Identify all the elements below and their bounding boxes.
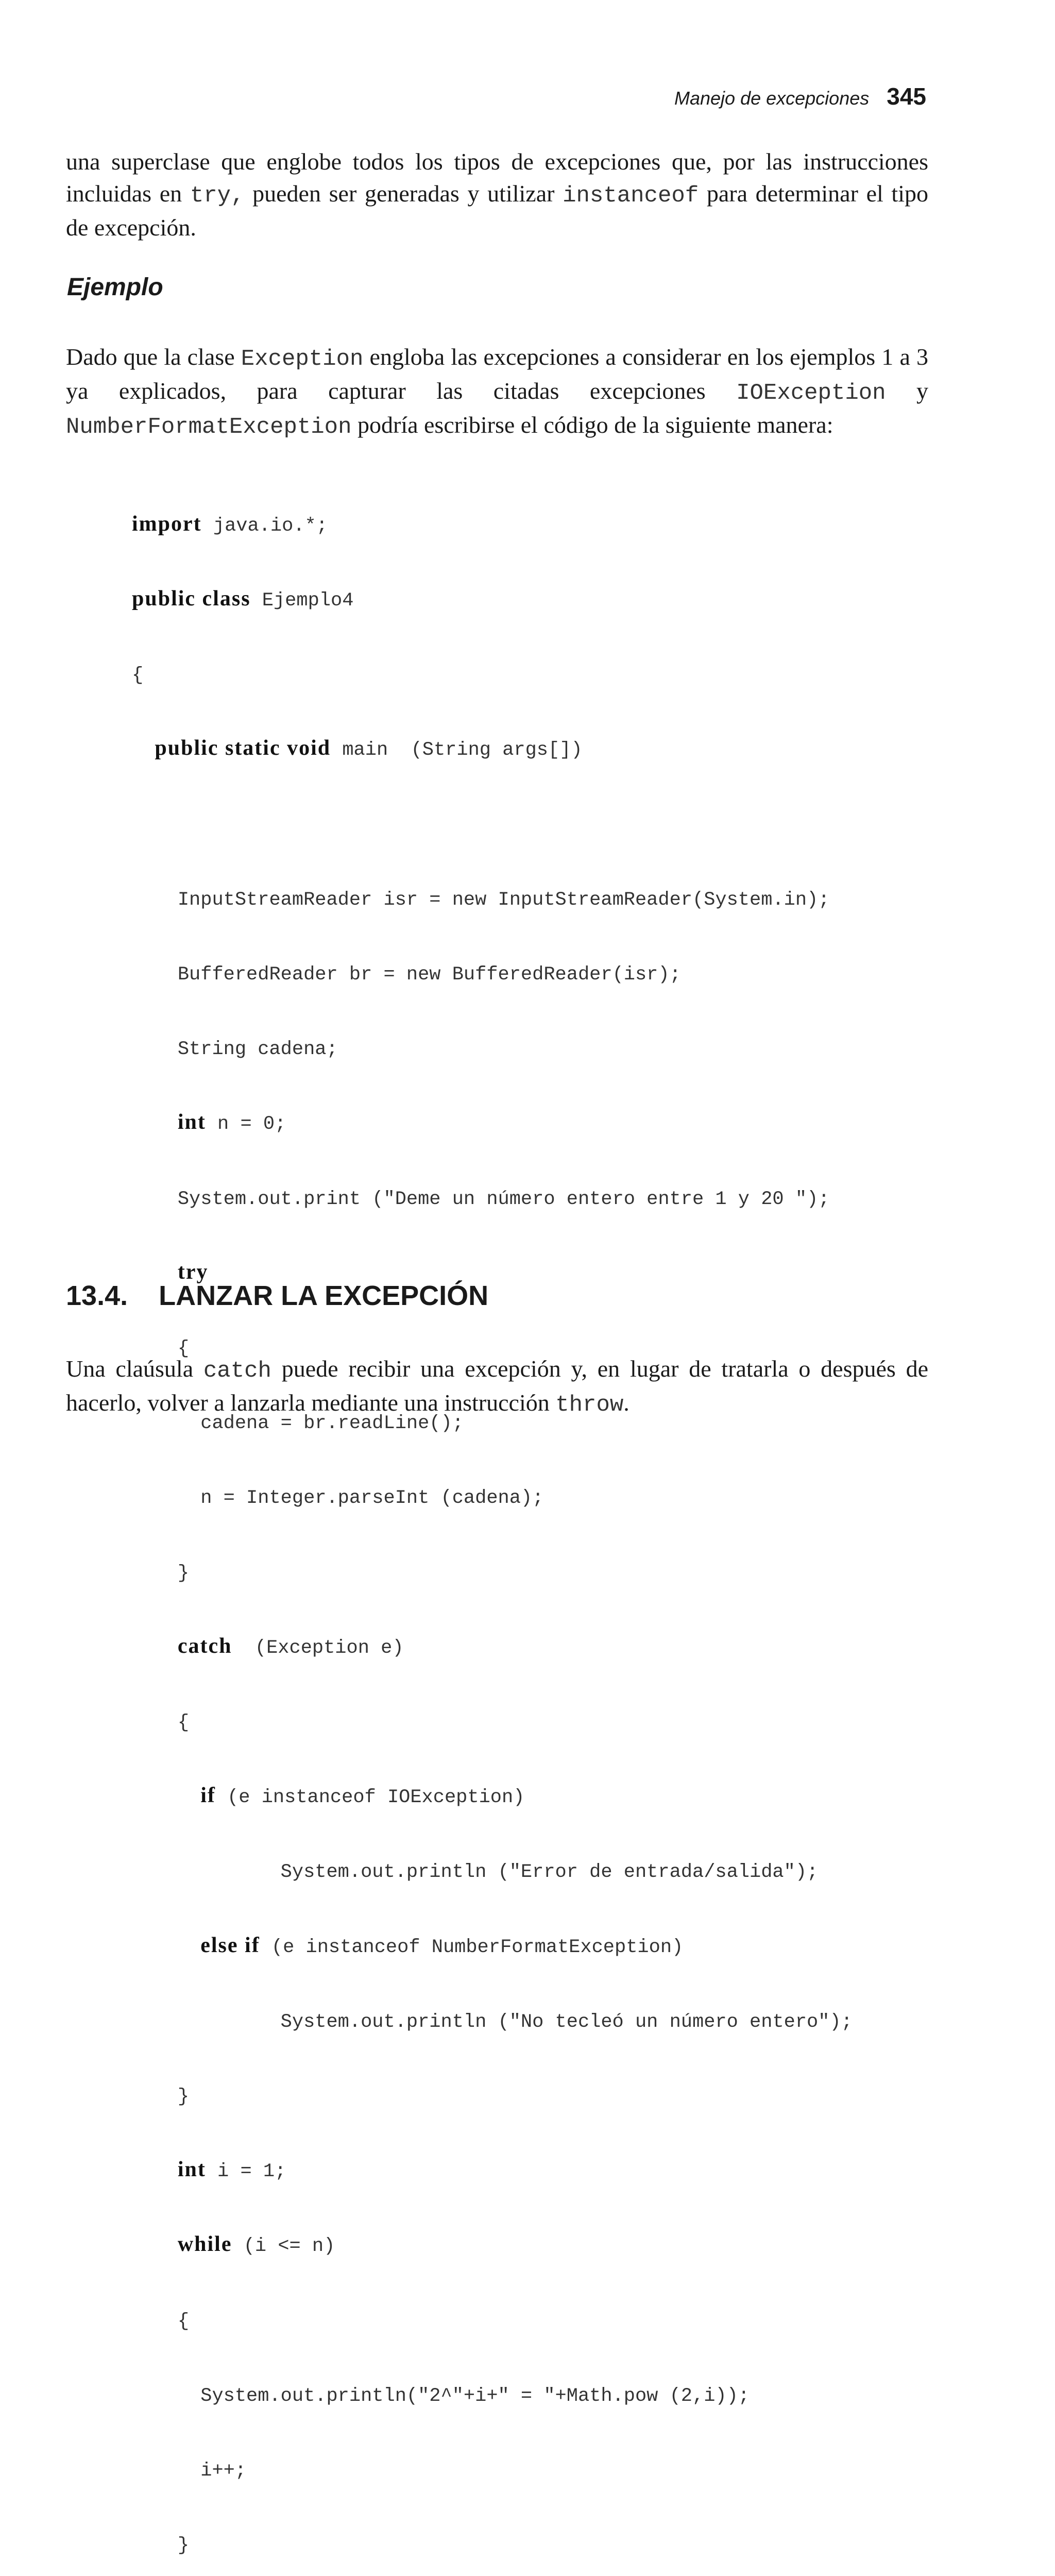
code-line <box>132 2531 853 2556</box>
code-line <box>132 2008 853 2032</box>
code-line <box>132 1484 853 1509</box>
code-line <box>132 1035 853 1060</box>
code-keyword: while <box>177 2232 232 2257</box>
code-indent <box>132 1861 281 1883</box>
code-line <box>132 2082 853 2107</box>
text-segment: pueden ser generadas y utilizar <box>244 180 563 207</box>
code-text: (e instanceof NumberFormatException) <box>260 1936 684 1958</box>
code-keyword: int <box>177 2158 206 2182</box>
code-text: (e instanceof IOException) <box>215 1787 525 1809</box>
code-keyword: else if <box>200 1933 260 1957</box>
code-text: (Exception e) <box>232 1637 404 1659</box>
code-indent <box>132 2460 200 2482</box>
code-keyword: int <box>177 1110 206 1134</box>
code-text: } <box>177 2535 190 2557</box>
code-keyword: public class <box>132 587 251 611</box>
inline-code: Exception <box>241 346 364 372</box>
code-keyword: import <box>132 512 202 536</box>
text-segment: para determinar el tipo de excepción. <box>66 180 928 241</box>
section-title: LANZAR LA EXCEPCIÓN <box>159 1280 489 1311</box>
code-indent <box>132 739 155 761</box>
code-text: n = 0; <box>206 1113 286 1136</box>
code-line <box>132 2456 853 2481</box>
code-text: InputStreamReader isr = new InputStreamReader(System.in); <box>177 889 830 911</box>
code-keyword: catch <box>177 1634 232 1658</box>
code-indent <box>132 964 178 986</box>
inline-code: NumberFormatException <box>66 414 352 440</box>
code-indent <box>132 1487 200 1509</box>
code-text: } <box>177 1562 190 1584</box>
code-line <box>132 2157 853 2182</box>
inline-code: throw <box>555 1392 624 1418</box>
ejemplo-heading: Ejemplo <box>67 274 163 301</box>
text-segment: puede recibir una excepción y, en lugar de tratarla o después de hacerlo, volver a lanzarla mediante una instrucción <box>66 1355 928 1416</box>
code-text: main (String args[]) <box>331 739 583 761</box>
code-line <box>132 886 853 910</box>
code-line <box>132 811 853 836</box>
code-line <box>132 736 853 760</box>
page-number: 345 <box>887 83 926 110</box>
code-indent <box>132 2235 178 2257</box>
code-indent <box>132 1712 178 1734</box>
code-indent <box>132 889 178 911</box>
section-heading <box>66 1280 488 1312</box>
code-text: java.io.*; <box>201 515 328 537</box>
code-line <box>132 1858 853 1883</box>
code-text: cadena = br.readLine(); <box>200 1413 464 1435</box>
code-text: System.out.println("2^"+i+" = "+Math.pow (2,i)); <box>200 2385 750 2407</box>
code-indent <box>132 1039 178 1060</box>
text-segment: Una claúsula <box>66 1355 203 1382</box>
section-number: 13.4. <box>66 1280 128 1311</box>
text-segment: . <box>623 1389 629 1416</box>
code-indent <box>132 1563 178 1584</box>
code-line <box>132 1634 853 1658</box>
code-line <box>132 1110 853 1134</box>
code-text: (i <= n) <box>232 2235 335 2258</box>
code-line <box>132 1185 853 1210</box>
code-line <box>132 1559 853 1584</box>
inline-code: instanceof <box>563 183 699 209</box>
code-text: System.out.println ("Error de entrada/salida"); <box>280 1861 819 1884</box>
code-text: Ejemplo4 <box>250 590 354 612</box>
text-segment: una superclase que englobe todos los tipos de excepciones que, por las instrucciones incluidas en <box>66 148 928 207</box>
code-indent <box>132 1637 178 1659</box>
code-line <box>132 512 853 536</box>
code-indent <box>132 2385 200 2407</box>
code-text: } <box>177 2086 190 2108</box>
code-listing <box>132 462 853 2576</box>
code-keyword: public static void <box>155 736 331 760</box>
code-line <box>132 2382 853 2406</box>
code-text: i++; <box>200 2460 247 2482</box>
code-text: { <box>177 1338 190 1360</box>
code-indent <box>132 1113 178 1135</box>
code-line <box>132 1783 853 1808</box>
code-line <box>132 586 853 611</box>
text-segment: Dado que la clase <box>66 344 241 370</box>
code-line <box>132 2232 853 2257</box>
code-text: i = 1; <box>206 2161 286 2183</box>
running-title: Manejo de excepciones <box>674 88 870 109</box>
page-header <box>674 82 926 110</box>
code-text: System.out.println ("No tecleó un número entero"); <box>280 2011 853 2033</box>
inline-code: try, <box>190 183 245 209</box>
code-text: { <box>177 1712 190 1734</box>
code-indent <box>132 1787 200 1808</box>
code-line <box>132 661 853 686</box>
code-keyword: try <box>177 1260 209 1284</box>
inline-code: catch <box>203 1358 271 1384</box>
code-indent <box>132 2086 178 2108</box>
code-indent <box>132 2535 178 2556</box>
code-line <box>132 1708 853 1733</box>
text-segment: podría escribirse el código de la siguiente manera: <box>351 412 833 438</box>
code-text: String cadena; <box>177 1039 338 1061</box>
code-text: { <box>132 665 144 687</box>
code-indent <box>132 2161 178 2182</box>
section-paragraph <box>66 1353 928 1421</box>
code-text: n = Integer.parseInt (cadena); <box>200 1487 544 1510</box>
inline-code: IOException <box>736 380 886 406</box>
code-text: System.out.print ("Deme un número entero entre 1 y 20 "); <box>177 1188 830 1210</box>
code-text: BufferedReader br = new BufferedReader(isr); <box>177 964 681 986</box>
intro-paragraph <box>66 146 928 244</box>
code-line <box>132 1933 853 1958</box>
code-line <box>132 960 853 985</box>
code-line <box>132 2307 853 2332</box>
text-segment: engloba las excepciones a considerar en los ejemplos 1 a 3 ya explicados, para capturar las citadas excepciones <box>66 344 928 404</box>
code-indent <box>132 2011 281 2033</box>
text-segment: y <box>886 378 929 404</box>
code-indent <box>132 1189 178 1210</box>
code-indent <box>132 2311 178 2332</box>
example-paragraph <box>66 341 928 443</box>
code-text: { <box>177 2310 190 2332</box>
code-indent <box>132 1937 200 1958</box>
code-keyword: if <box>200 1784 216 1808</box>
